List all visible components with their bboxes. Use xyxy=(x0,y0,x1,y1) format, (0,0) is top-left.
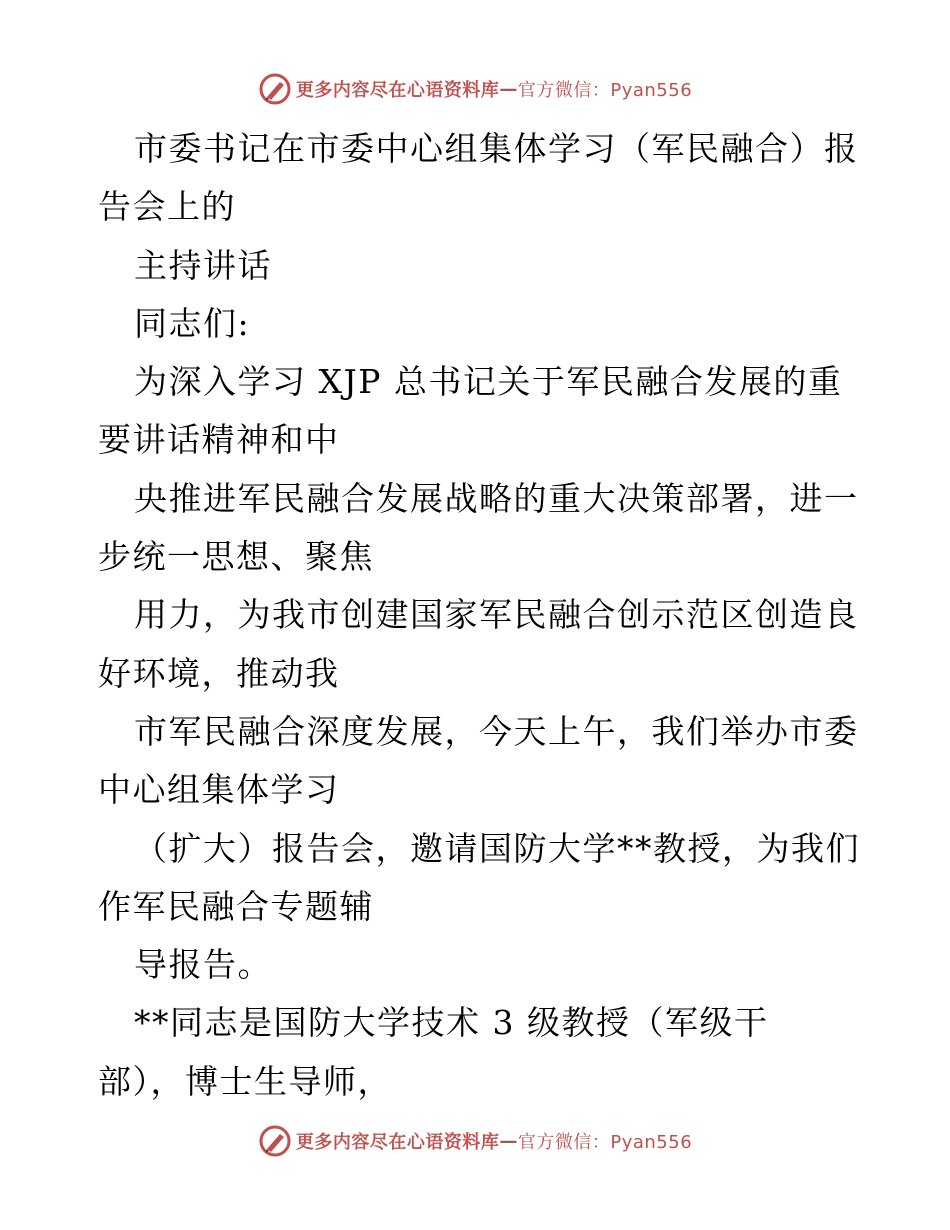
text-line: 告会上的 xyxy=(98,187,236,227)
text-line: 部），博士生导师， xyxy=(98,1061,392,1101)
text-line: 中心组集体学习 xyxy=(98,770,340,810)
watermark-text: 更多内容尽在心语资料库 xyxy=(295,1132,500,1153)
text-line: 为深入学习 XJP 总书记关于军民融合发展的重 xyxy=(134,362,843,402)
watermark-suffix: 官方微信：Pyan556 xyxy=(517,80,693,101)
text-line: （扩大）报告会，邀请国防大学**教授，为我们 xyxy=(134,828,860,868)
text-line: 主持讲话 xyxy=(134,245,272,285)
footer-watermark xyxy=(0,1124,950,1158)
text-line: 要讲话精神和中 xyxy=(98,420,340,460)
header-watermark xyxy=(0,72,950,106)
text-line: 作军民融合专题辅 xyxy=(98,886,374,926)
text-line: 央推进军民融合发展战略的重大决策部署，进一 xyxy=(134,478,859,518)
text-line: 同志们: xyxy=(134,303,251,343)
text-line: 市军民融合深度发展，今天上午，我们举办市委 xyxy=(134,711,859,751)
text-line: 市委书记在市委中心组集体学习（军民融合）报 xyxy=(134,129,859,168)
text-line: 步统一思想、聚焦 xyxy=(98,537,374,577)
text-line: **同志是国防大学技术 3 级教授（军级干 xyxy=(134,1003,769,1043)
pen-logo-icon xyxy=(258,72,292,106)
text-line: 好环境，推动我 xyxy=(98,653,340,693)
text-line: 用力，为我市创建国家军民融合创示范区创造良 xyxy=(134,595,859,635)
pen-logo-icon xyxy=(258,1124,292,1158)
watermark-text: 更多内容尽在心语资料库 xyxy=(295,80,500,101)
document-body xyxy=(98,120,858,1111)
watermark-separator: — xyxy=(499,78,518,100)
text-line: 导报告。 xyxy=(134,945,272,985)
watermark-suffix: 官方微信：Pyan556 xyxy=(517,1132,693,1153)
watermark-separator: — xyxy=(499,1130,518,1152)
